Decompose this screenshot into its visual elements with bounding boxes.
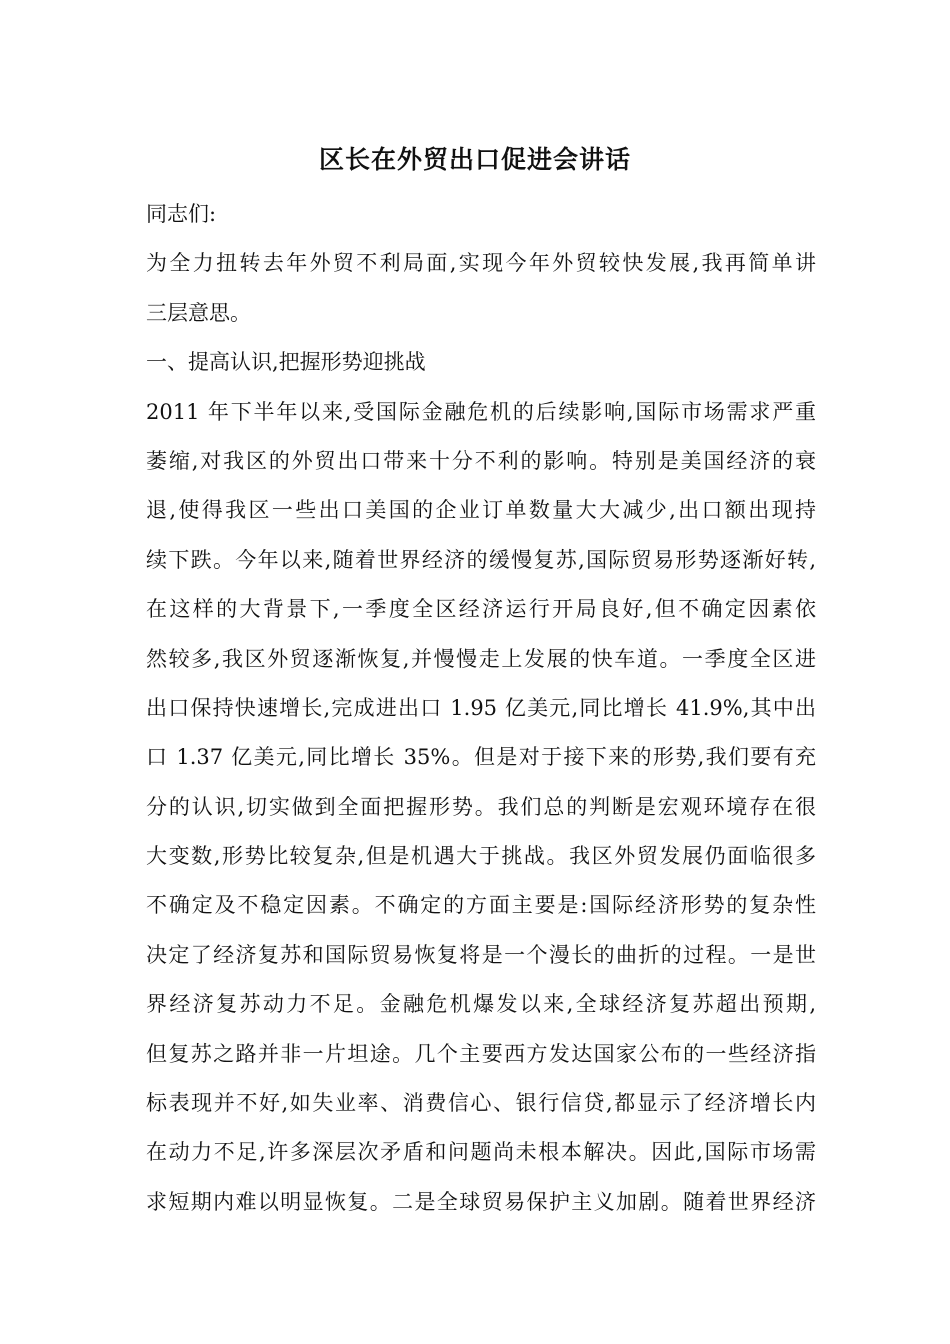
paragraph-line: 口 1.37 亿美元,同比增长 35%。但是对于接下来的形势,我们要有充: [146, 745, 816, 770]
paragraph-line: 大变数,形势比较复杂,但是机遇大于挑战。我区外贸发展仍面临很多: [146, 844, 816, 869]
paragraph-line: 求短期内难以明显恢复。二是全球贸易保护主义加剧。随着世界经济: [146, 1189, 816, 1214]
paragraph-line: 分的认识,切实做到全面把握形势。我们总的判断是宏观环境存在很: [146, 794, 816, 819]
paragraph-line: 为全力扭转去年外贸不利局面,实现今年外贸较快发展,我再简单讲: [146, 251, 816, 276]
paragraph-line: 在这样的大背景下,一季度全区经济运行开局良好,但不确定因素依: [146, 597, 816, 622]
paragraph-line: 决定了经济复苏和国际贸易恢复将是一个漫长的曲折的过程。一是世: [146, 942, 816, 967]
paragraph-line: 不确定及不稳定因素。不确定的方面主要是:国际经济形势的复杂性: [146, 893, 816, 918]
paragraph-line: 萎缩,对我区的外贸出口带来十分不利的影响。特别是美国经济的衰: [146, 448, 816, 473]
paragraph-line: 然较多,我区外贸逐渐恢复,并慢慢走上发展的快车道。一季度全区进: [146, 646, 816, 671]
document-title: 区长在外贸出口促进会讲话: [318, 145, 631, 174]
paragraph-line: 在动力不足,许多深层次矛盾和问题尚未根本解决。因此,国际市场需: [146, 1140, 816, 1165]
paragraph-line: 出口保持快速增长,完成进出口 1.95 亿美元,同比增长 41.9%,其中出: [146, 695, 816, 720]
salutation-line: 同志们:: [146, 202, 217, 226]
paragraph-line: 标表现并不好,如失业率、消费信心、银行信贷,都显示了经济增长内: [146, 1091, 816, 1116]
document-body: [146, 190, 816, 1227]
paragraph-line: 退,使得我区一些出口美国的企业订单数量大大减少,出口额出现持: [146, 498, 816, 523]
paragraph-line: 界经济复苏动力不足。金融危机爆发以来,全球经济复苏超出预期,: [146, 992, 816, 1017]
paragraph-line: 三层意思。: [146, 300, 251, 325]
paragraph-line: 续下跌。今年以来,随着世界经济的缓慢复苏,国际贸易形势逐渐好转,: [146, 547, 816, 572]
paragraph-line: 但复苏之路并非一片坦途。几个主要西方发达国家公布的一些经济指: [146, 1041, 816, 1066]
section-heading: 一、提高认识,把握形势迎挑战: [146, 350, 426, 375]
paragraph-line: 2011 年下半年以来,受国际金融危机的后续影响,国际市场需求严重: [146, 399, 816, 424]
